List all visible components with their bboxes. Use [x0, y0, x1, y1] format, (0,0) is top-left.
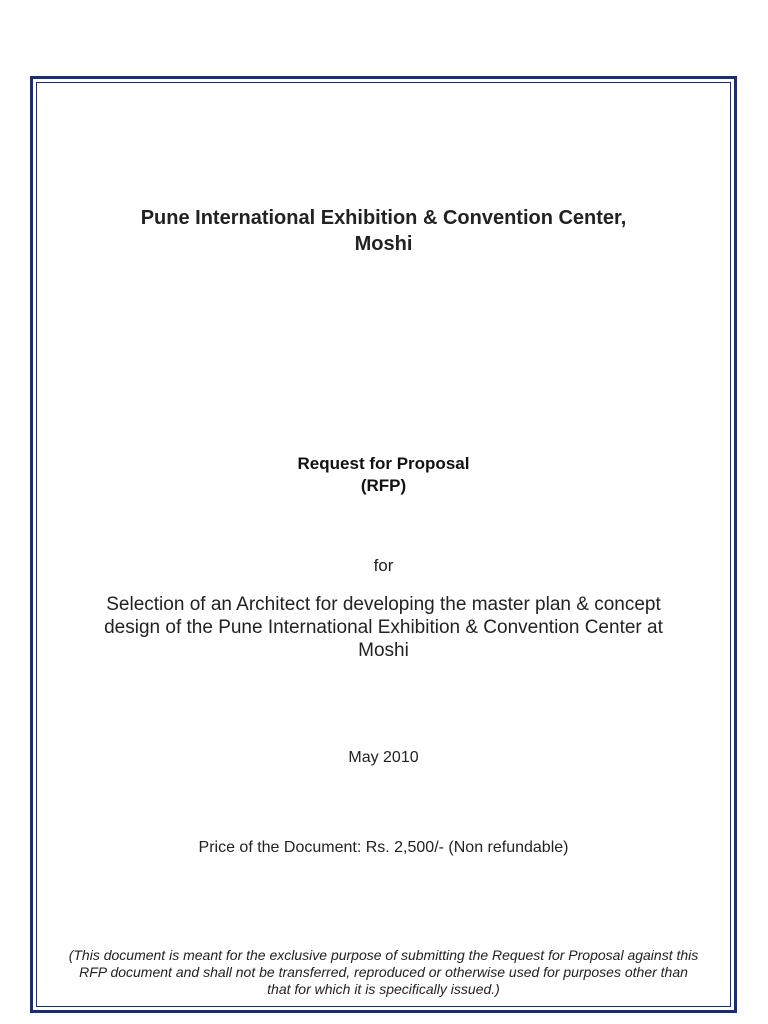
title-line-2: Moshi: [354, 233, 413, 255]
purpose-line-3: Moshi: [358, 640, 409, 661]
disclaimer-line-1: (This document is meant for the exclusive purpose of submitting the Request for Proposal against this: [68, 947, 699, 963]
purpose-statement: [33, 593, 734, 662]
document-date: May 2010: [348, 749, 419, 766]
rfp-heading-line-1: Request for Proposal: [297, 454, 470, 473]
disclaimer: [33, 947, 734, 998]
document-title: [33, 205, 734, 257]
purpose-line-1: Selection of an Architect for developing the master plan & concept: [106, 594, 661, 615]
disclaimer-line-3: that for which it is specifically issued.): [267, 981, 500, 997]
document-price: Price of the Document: Rs. 2,500/- (Non refundable): [198, 839, 569, 856]
page-border: [30, 76, 737, 1013]
rfp-heading-line-2: (RFP): [360, 476, 407, 495]
disclaimer-line-2: RFP document and shall not be transferred, reproduced or otherwise used for purposes other than: [79, 964, 688, 980]
for-label: for: [373, 556, 394, 575]
rfp-heading: [33, 453, 734, 497]
purpose-line-2: design of the Pune International Exhibition & Convention Center at: [104, 617, 663, 638]
title-line-1: Pune International Exhibition & Convention Center,: [140, 207, 627, 229]
